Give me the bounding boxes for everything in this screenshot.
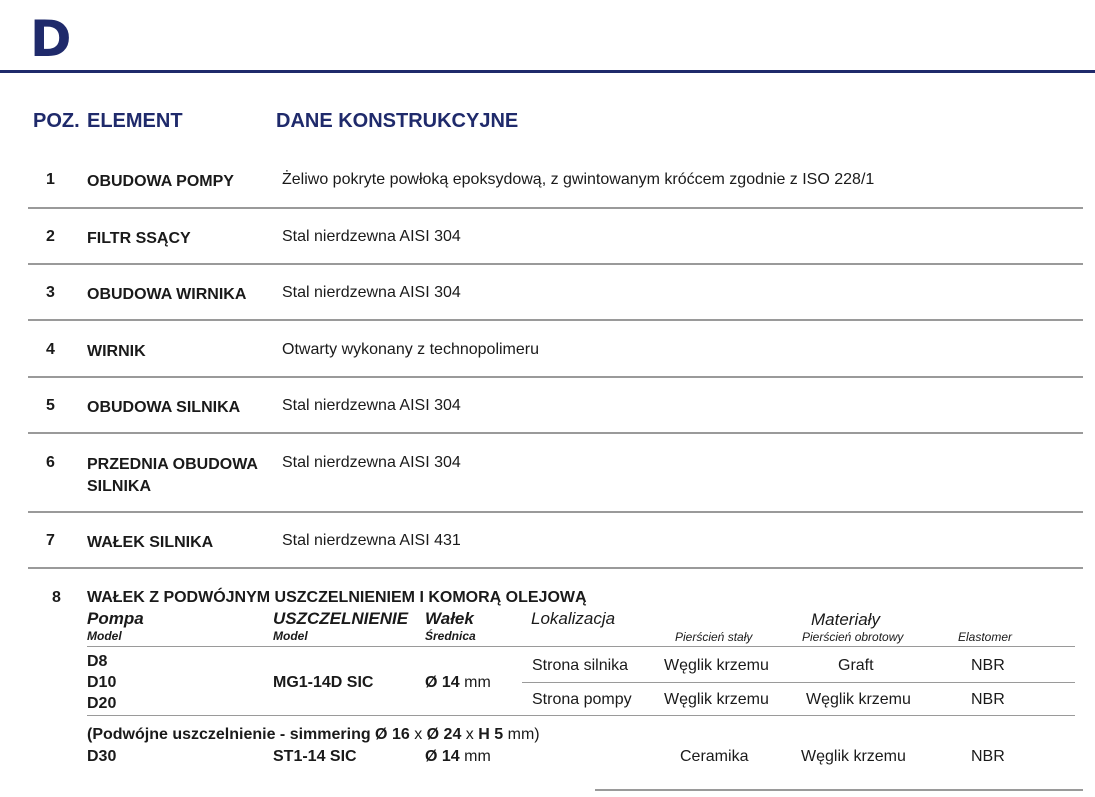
row-value: Stal nierdzewna AISI 304 [282,397,461,414]
ring-rotating: Graft [838,657,874,674]
col-uszczelnienie-sub: Model [273,629,308,643]
col-lokalizacja: Lokalizacja [531,609,616,628]
col-pompa-sub: Model [87,629,122,643]
col-walek-sub: Średnica [425,629,476,643]
elastomer-value: NBR [971,657,1005,674]
col-pompa: Pompa [87,609,144,628]
row-element: WAŁEK SILNIKA [87,534,214,551]
seal-model: MG1-14D SIC [273,674,374,691]
col-materialy: Materiały [811,610,880,629]
ring-rotating: Węglik krzemu [806,691,911,708]
subtable-divider [87,646,1075,647]
section-letter: D [30,10,72,68]
elastomer-value: NBR [971,748,1005,765]
row-element: PRZEDNIA OBUDOWA SILNIKA [87,456,258,495]
row-number: 1 [46,171,55,188]
location-divider [522,682,1075,683]
seal-model: ST1-14 SIC [273,748,357,765]
row-number: 7 [46,532,55,549]
row-element: FILTR SSĄCY [87,230,191,247]
col-elastomer: Elastomer [958,630,1013,644]
col-pierscien-staly: Pierścień stały [675,630,753,644]
pump-model: D20 [87,695,117,712]
row-value: Stal nierdzewna AISI 304 [282,284,461,301]
row-value: Otwarty wykonany z technopolimeru [282,341,539,358]
pump-model: D30 [87,748,117,765]
col-pierscien-obrotowy: Pierścień obrotowy [802,630,904,644]
ring-stationary: Węglik krzemu [664,691,769,708]
elastomer-value: NBR [971,691,1005,708]
row-divider [28,567,1083,569]
pump-model: D10 [87,674,117,691]
simmering-note: (Podwójne uszczelnienie - simmering Ø 16 x Ø 24 x H 5 mm) [87,726,540,743]
location-name: Strona pompy [532,691,632,708]
row-divider [28,376,1083,378]
header-dane: DANE KONSTRUKCYJNE [276,110,519,132]
row-number: 8 [52,589,61,606]
row-number: 6 [46,454,55,471]
row-number: 5 [46,397,55,414]
subtable-divider [87,715,1075,716]
row-divider [28,511,1083,513]
row-divider [28,263,1083,265]
row-value: Stal nierdzewna AISI 304 [282,454,461,471]
row-number: 3 [46,284,55,301]
location-name: Strona silnika [532,657,629,674]
row-value: Stal nierdzewna AISI 431 [282,532,461,549]
row-divider [28,207,1083,209]
header-rule [0,70,1095,73]
ring-stationary: Węglik krzemu [664,657,769,674]
row-element: WIRNIK [87,343,146,360]
shaft-diameter: Ø 14 mm [425,674,491,691]
ring-rotating: Węglik krzemu [801,748,906,765]
row-divider [28,319,1083,321]
row-element: OBUDOWA WIRNIKA [87,286,247,303]
ring-stationary: Ceramika [680,748,749,765]
row-number: 2 [46,228,55,245]
header-poz: POZ. [33,110,80,132]
col-uszczelnienie: USZCZELNIENIE [273,609,409,628]
row-element: OBUDOWA SILNIKA [87,399,241,416]
row-divider [28,432,1083,434]
row-value: Żeliwo pokryte powłoką epoksydową, z gwintowanym króćcem zgodnie z ISO 228/1 [282,171,875,188]
row8-title: WAŁEK Z PODWÓJNYM USZCZELNIENIEM I KOMORĄ OLEJOWĄ [87,589,587,606]
row-element: OBUDOWA POMPY [87,173,234,190]
row-value: Stal nierdzewna AISI 304 [282,228,461,245]
header-element: ELEMENT [87,110,183,132]
pump-model: D8 [87,653,108,670]
col-walek: Wałek [425,609,474,628]
row-number: 4 [46,341,55,358]
shaft-diameter: Ø 14 mm [425,748,491,765]
bottom-divider [595,789,1083,791]
